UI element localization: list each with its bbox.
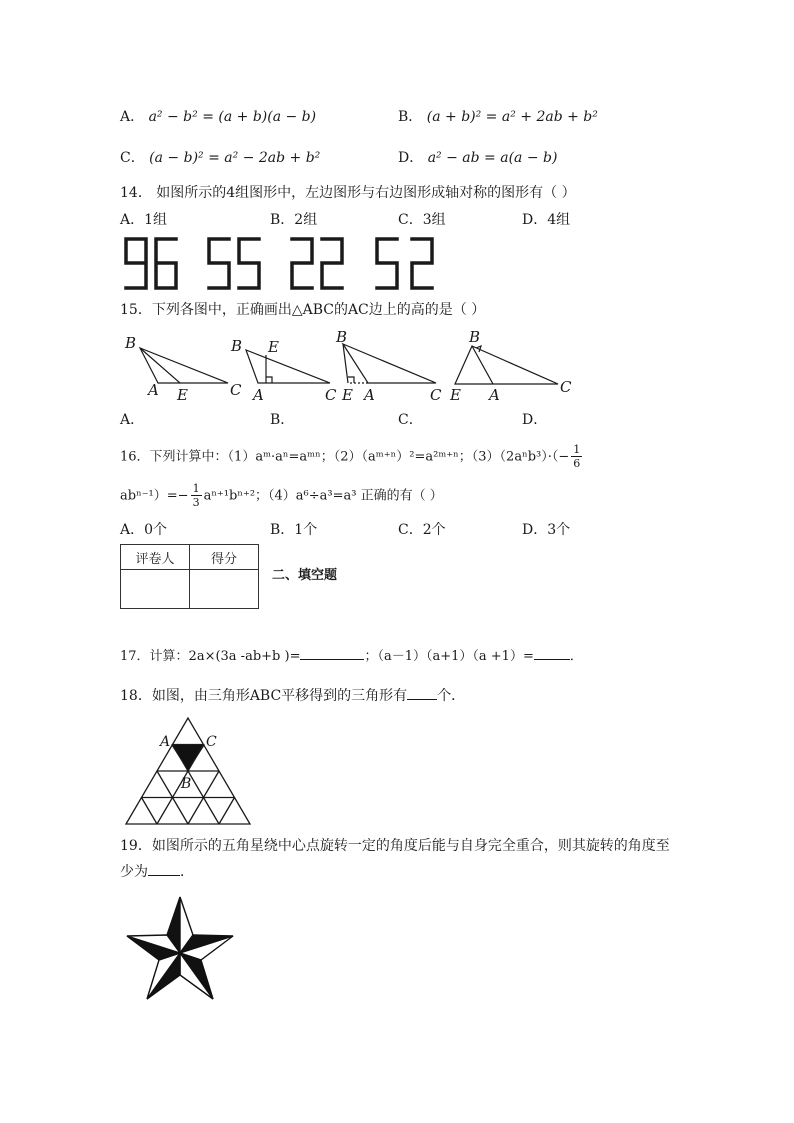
- digit-2: [322, 239, 342, 288]
- option-expression: (a + b)² = a² + 2ab + b²: [426, 109, 598, 125]
- figure-b: [246, 350, 330, 383]
- option-expression: (a − b)² = a² − 2ab + b²: [149, 150, 321, 166]
- q16-stem-text: 16．下列计算中：（1）aᵐ·aⁿ=aᵐⁿ；（2）（aᵐ⁺ⁿ）²=a²ᵐ⁺ⁿ；（3）（2aⁿb³）·（−: [120, 449, 570, 465]
- q14-option-c: C．3组: [398, 212, 446, 228]
- fig-c-label-a: A: [364, 386, 375, 404]
- q15-option-b: B．: [270, 412, 295, 428]
- q18-label-c: C: [206, 734, 217, 750]
- pair-96: [126, 239, 176, 288]
- answer-blank[interactable]: [300, 659, 364, 660]
- q14-stem: 14． 如图所示的4组图形中，左边图形与右边图形成轴对称的图形有（ ）: [120, 185, 576, 201]
- q16-stem-text: aⁿ⁺¹bⁿ⁺²；（4）a⁶÷a³=a³ 正确的有（ ）: [203, 488, 443, 504]
- q14-option-d: D．4组: [522, 212, 571, 228]
- five-point-star-icon: [124, 893, 236, 1005]
- option-expression: a² − ab = a(a − b): [427, 150, 558, 166]
- fig-b-label-c: C: [325, 386, 337, 404]
- fig-a-label-b: B: [125, 334, 137, 352]
- pair-55: [209, 239, 259, 288]
- q15-option-c: C．: [398, 412, 423, 428]
- fraction-numerator: 1: [192, 482, 200, 495]
- q19-line2: [120, 862, 194, 882]
- q16-stem-text: abⁿ⁻¹）=−: [120, 488, 189, 504]
- digit-2: [412, 239, 432, 288]
- digit-5: [377, 239, 397, 288]
- fig-b-label-b: B: [231, 337, 243, 355]
- q16-stem-line2: [120, 482, 443, 509]
- q15-option-d: D．: [522, 412, 548, 428]
- q18-text: 18．如图，由三角形ABC平移得到的三角形有: [120, 688, 408, 704]
- q19-text: 少为: [120, 864, 148, 880]
- q13-option-d: [398, 148, 557, 168]
- score-header: 得分: [190, 545, 259, 570]
- fig-d-label-b: B: [469, 328, 481, 346]
- fig-b-label-a: A: [253, 386, 264, 404]
- answer-blank[interactable]: [407, 699, 437, 700]
- q16-option-b: B．1个: [270, 522, 318, 538]
- option-label: D．: [398, 150, 424, 166]
- q17-text: ．: [569, 649, 583, 664]
- q16-option-a: A．0个: [120, 522, 168, 538]
- digit-6: [156, 239, 176, 288]
- q13-option-c: [120, 148, 320, 168]
- score-table: [120, 544, 259, 609]
- segment-digits-figure: [122, 236, 442, 292]
- q14-option-b: B．2组: [270, 212, 318, 228]
- figure-a: [140, 348, 228, 383]
- q19-star-figure: [124, 893, 236, 1009]
- figure-d: [455, 346, 558, 384]
- q17-stem: [120, 647, 583, 667]
- digit-5: [239, 239, 259, 288]
- fig-c-label-e: E: [342, 386, 353, 404]
- answer-blank[interactable]: [534, 659, 570, 660]
- fig-b-label-e: E: [268, 338, 279, 356]
- triangle-grid-figure: [124, 716, 254, 828]
- score-cell[interactable]: [190, 570, 259, 609]
- q19-line1: 19．如图所示的五角星绕中心点旋转一定的角度后能与自身完全重合，则其旋转的角度至: [120, 838, 670, 854]
- q16-stem-line1: [120, 443, 584, 470]
- q18-figure: [124, 716, 254, 832]
- q15-stem: 15．下列各图中，正确画出△ABC的AC边上的高的是（ ）: [120, 302, 486, 318]
- q15-option-a: A．: [120, 412, 145, 428]
- fig-a-label-a: A: [148, 381, 159, 399]
- fig-c-label-c: C: [430, 386, 442, 404]
- pair-52: [377, 239, 432, 288]
- q14-figure-pairs: [122, 236, 442, 292]
- q16-option-c: C．2个: [398, 522, 446, 538]
- fig-a-label-c: C: [230, 381, 242, 399]
- option-label: A．: [120, 109, 145, 125]
- fig-d-label-e: E: [450, 386, 461, 404]
- grader-cell[interactable]: [121, 570, 190, 609]
- fraction-denominator: 6: [573, 457, 581, 470]
- q14-option-a: A．1组: [120, 212, 168, 228]
- q17-text: ；（a－1）（a+1）（a +1）=: [364, 649, 534, 664]
- q17-text: 17．计算：2a×(3a -ab+b )=: [120, 649, 301, 664]
- fig-d-label-c: C: [560, 378, 572, 396]
- fraction-numerator: 1: [573, 443, 581, 456]
- grader-header: 评卷人: [121, 545, 190, 570]
- q18-label-a: A: [160, 734, 171, 750]
- figure-c: [343, 344, 436, 383]
- q13-option-a: [120, 107, 316, 127]
- option-expression: a² − b² = (a + b)(a − b): [148, 109, 317, 125]
- digit-5: [209, 239, 229, 288]
- fraction-denominator: 3: [192, 496, 200, 509]
- triangle-abc: [171, 745, 205, 772]
- q13-option-b: [398, 107, 598, 127]
- pair-22: [292, 239, 342, 288]
- q18-text: 个．: [437, 688, 466, 704]
- fig-d-label-a: A: [489, 386, 500, 404]
- q18-stem: [120, 686, 465, 706]
- q16-option-d: D．3个: [522, 522, 571, 538]
- fig-c-label-b: B: [336, 328, 348, 346]
- option-label: B．: [398, 109, 423, 125]
- fig-a-label-e: E: [177, 386, 188, 404]
- fraction-one-sixth: [571, 443, 582, 470]
- answer-blank[interactable]: [148, 875, 180, 876]
- digit-9: [126, 239, 146, 288]
- section-title: 二、填空题: [272, 568, 338, 583]
- q18-label-b: B: [181, 776, 192, 792]
- digit-2: [292, 239, 312, 288]
- fraction-one-third: [191, 482, 202, 509]
- q19-text: ．: [180, 864, 194, 880]
- option-label: C．: [120, 150, 145, 166]
